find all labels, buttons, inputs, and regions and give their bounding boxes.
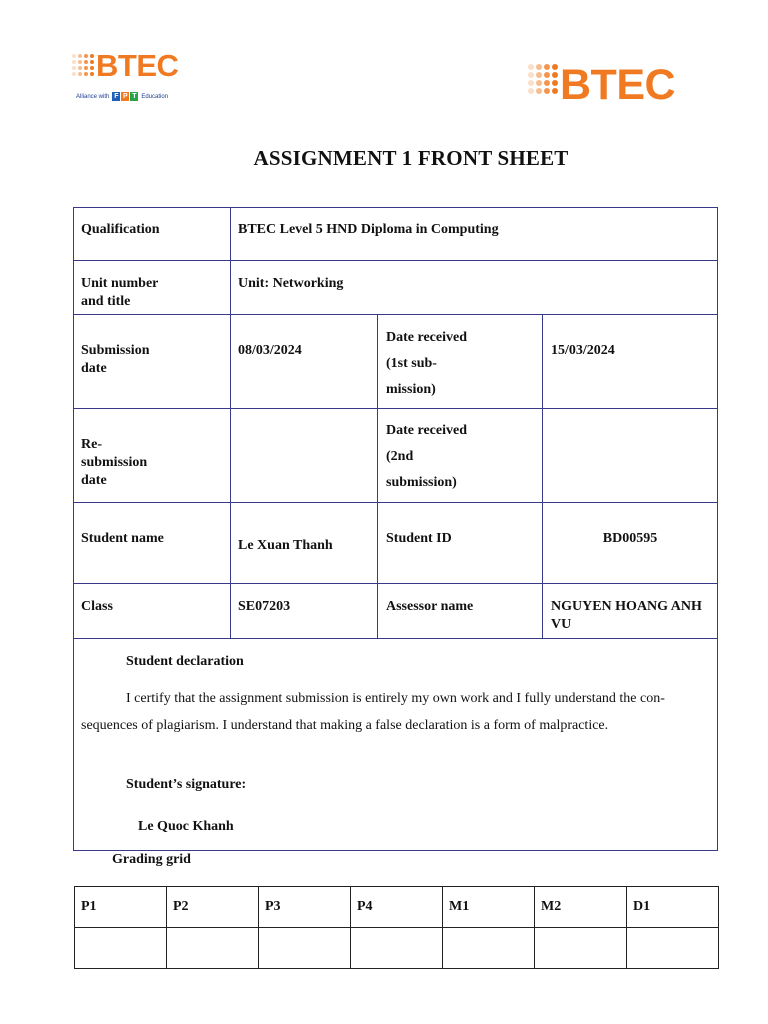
grade-cell-p4[interactable] xyxy=(351,928,443,969)
resub-label-line: date xyxy=(81,473,107,488)
row-divider xyxy=(73,502,718,503)
received-label-line: (1st sub- xyxy=(386,356,437,371)
grade-header-p4: P4 xyxy=(351,887,443,928)
grade-cell-p2[interactable] xyxy=(167,928,259,969)
unit-label-line: Unit number xyxy=(81,276,159,291)
date-received-1-value: 15/03/2024 xyxy=(551,343,615,358)
grade-cell-m1[interactable] xyxy=(443,928,535,969)
received-label-line: Date received xyxy=(386,330,467,345)
unit-value: Unit: Networking xyxy=(238,276,344,291)
student-id-label: Student ID xyxy=(386,531,452,546)
grading-value-row xyxy=(75,928,719,969)
fpt-letter-t: T xyxy=(132,93,137,100)
grade-cell-d1[interactable] xyxy=(627,928,719,969)
grade-header-d1: D1 xyxy=(627,887,719,928)
submission-label-line: Submission xyxy=(81,343,150,358)
assessor-label: Assessor name xyxy=(386,599,474,614)
fpt-letter-p: P xyxy=(123,93,128,100)
declaration-body: I certify that the assignment submission is entirely my own work and I fully understand the con- sequences of plagiarism. I understand that making a false declaration is a form of malpractice. xyxy=(81,691,665,733)
page-title: ASSIGNMENT 1 FRONT SHEET xyxy=(253,146,569,170)
grade-header-m1: M1 xyxy=(443,887,535,928)
grading-grid xyxy=(74,886,719,969)
grade-header-p3: P3 xyxy=(259,887,351,928)
row-divider xyxy=(73,408,718,409)
assessor-line: VU xyxy=(551,617,572,632)
received-label-line: mission) xyxy=(386,382,436,397)
column-divider xyxy=(377,314,378,638)
received-label-line: Date received xyxy=(386,423,467,438)
resub-label-line: submission xyxy=(81,455,148,470)
column-divider xyxy=(542,314,543,638)
student-id-value: BD00595 xyxy=(602,531,658,546)
btec-dots-icon xyxy=(72,54,94,76)
btec-logo-right xyxy=(528,60,675,110)
class-label: Class xyxy=(81,599,113,614)
row-divider xyxy=(73,583,718,584)
signature-value: Le Quoc Khanh xyxy=(138,819,234,834)
grade-cell-p3[interactable] xyxy=(259,928,351,969)
unit-label xyxy=(81,275,158,311)
row-divider xyxy=(73,314,718,315)
btec-brand-text: BTEC xyxy=(96,48,179,83)
btec-logo-left xyxy=(72,48,178,84)
row-divider xyxy=(73,638,718,639)
declaration-heading: Student declaration xyxy=(126,654,244,669)
grade-cell-p1[interactable] xyxy=(75,928,167,969)
btec-brand-text: BTEC xyxy=(560,61,676,109)
fpt-logo xyxy=(112,92,138,101)
student-name-label: Student name xyxy=(81,531,164,546)
fpt-alliance-tagline xyxy=(76,92,168,101)
date-received-2-label xyxy=(386,418,467,496)
grade-header-p1: P1 xyxy=(75,887,167,928)
alliance-prefix: Alliance with xyxy=(76,93,110,100)
row-divider xyxy=(73,260,718,261)
alliance-suffix: Education xyxy=(141,93,169,100)
received-label-line: submission) xyxy=(386,475,457,490)
submission-date-value: 08/03/2024 xyxy=(238,343,302,358)
date-received-1-label xyxy=(386,325,467,403)
grading-header-row xyxy=(75,887,719,928)
unit-label-line: and title xyxy=(81,294,131,309)
resubmission-date-label xyxy=(81,436,147,490)
received-label-line: (2nd xyxy=(386,449,414,464)
class-value: SE07203 xyxy=(238,599,291,614)
front-sheet-table xyxy=(73,207,718,851)
signature-label: Student’s signature: xyxy=(126,777,247,792)
grade-header-m2: M2 xyxy=(535,887,627,928)
fpt-letter-f: F xyxy=(114,93,119,100)
submission-date-label xyxy=(81,342,149,378)
qualification-label: Qualification xyxy=(81,222,160,237)
grading-grid-label: Grading grid xyxy=(112,852,191,867)
assessor-value xyxy=(551,598,702,634)
grade-header-p2: P2 xyxy=(167,887,259,928)
column-divider xyxy=(230,207,231,638)
qualification-value: BTEC Level 5 HND Diploma in Computing xyxy=(238,222,499,237)
btec-dots-icon xyxy=(528,64,558,94)
submission-label-line: date xyxy=(81,361,107,376)
grade-cell-m2[interactable] xyxy=(535,928,627,969)
resub-label-line: Re- xyxy=(81,437,102,452)
student-name-value: Le Xuan Thanh xyxy=(238,538,333,553)
assessor-line: NGUYEN HOANG ANH xyxy=(551,599,702,614)
